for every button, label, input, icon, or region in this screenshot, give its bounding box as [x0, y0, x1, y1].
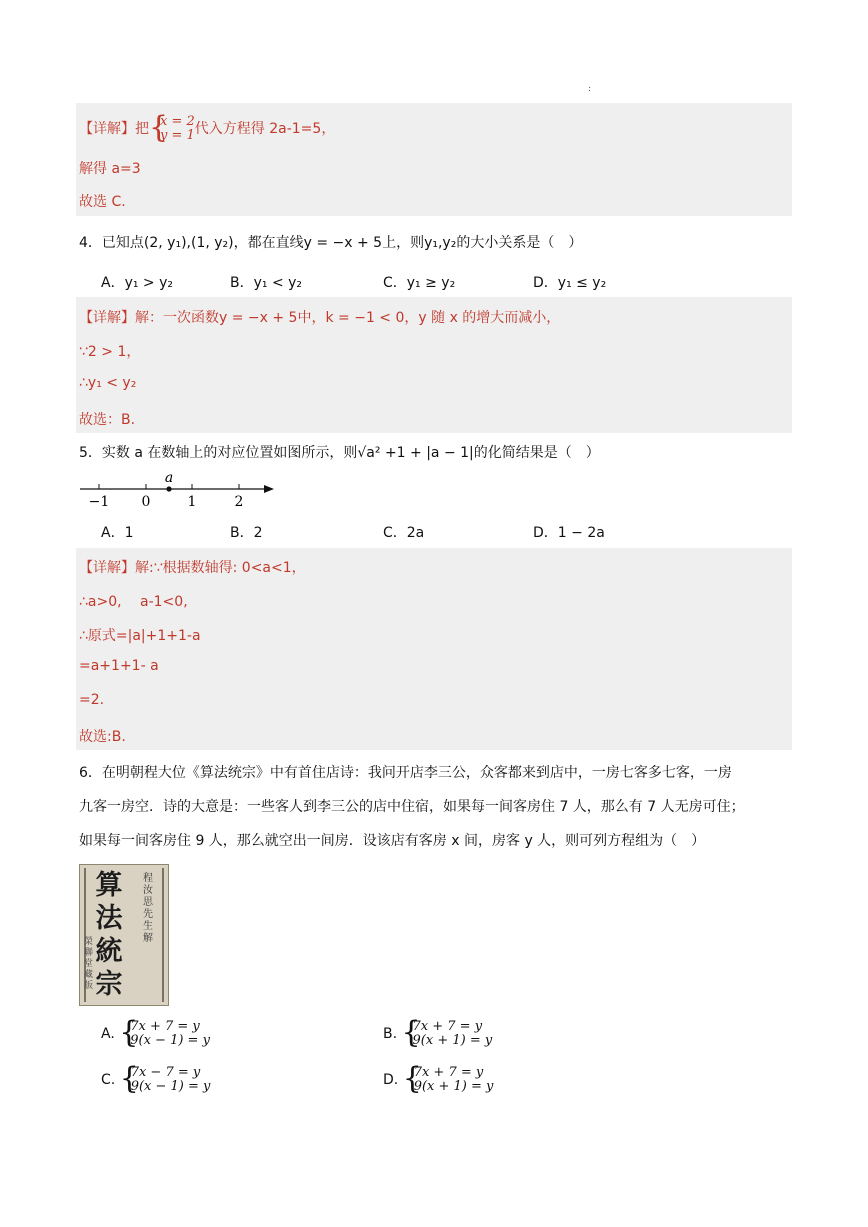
- q6-line-2: 九客一房空．诗的大意是：一些客人到李三公的店中住宿，如果每一间客房住 7 人，那么有 7 人无房可住；: [79, 799, 745, 815]
- q4-answer-line-2: ∵2 > 1，: [79, 344, 141, 360]
- q5-answer-line-1: 【详解】解:∵根据数轴得: 0<a<1，: [79, 560, 306, 576]
- book-title-char: 統: [95, 936, 123, 967]
- q5-option-a: A．1: [101, 525, 134, 541]
- top-mark: :: [588, 84, 592, 94]
- q5-answer-line-4: =a+1+1- a: [79, 658, 159, 674]
- book-publisher: 榮聯堂藏版: [84, 937, 94, 991]
- tick-label: −1: [88, 494, 110, 510]
- system-eq-1: 7x − 7 = y: [130, 1065, 201, 1080]
- q3-answer-line-1: [79, 110, 336, 145]
- book-title-char: 法: [95, 903, 123, 934]
- q4-option-d: D．y₁ ≤ y₂: [533, 275, 607, 291]
- book-title-char: 宗: [95, 969, 123, 1000]
- q5-answer-line-3: ∴原式=|a|+1+1-a: [79, 628, 201, 644]
- q5-option-d: D．1 − 2a: [533, 525, 605, 541]
- q6-option-c: [101, 1061, 211, 1096]
- q6-line-3: 如果每一间客房住 9 人，那么就空出一间房．设该店有客房 x 间，房客 y 人，则可列方程组为（ ）: [79, 833, 706, 849]
- book-title: [89, 869, 129, 1001]
- system-eq-1: 7x + 7 = y: [130, 1019, 200, 1034]
- q4-option-b: B．y₁ < y₂: [230, 275, 303, 291]
- book-cover-image: [79, 864, 169, 1006]
- number-line: [78, 468, 278, 512]
- q4-answer-line-3: ∴y₁ < y₂: [79, 375, 137, 391]
- book-author: 程汝思先生解: [143, 873, 153, 944]
- equation-system: { 7x + 7 = y 9(x − 1) = y: [119, 1015, 210, 1050]
- system-eq-1: x = 2: [160, 114, 195, 129]
- q5-answer-line-5: =2.: [79, 692, 105, 708]
- option-label: D.: [383, 1072, 399, 1088]
- equation-system: { 7x + 7 = y 9(x + 1) = y: [402, 1061, 494, 1096]
- q3-answer-text-post: 代入方程得 2a-1=5，: [194, 121, 336, 137]
- q5-answer-line-2: ∴a>0, a-1<0,: [79, 594, 188, 610]
- q5-stem: 5．实数 a 在数轴上的对应位置如图所示，则√a² +1 + |a − 1|的化简结果是（ ）: [79, 445, 600, 461]
- system-eq-2: 9(x − 1) = y: [130, 1079, 211, 1094]
- q5-option-b: B．2: [230, 525, 263, 541]
- equation-system: { 7x + 7 = y 9(x + 1) = y: [401, 1015, 493, 1050]
- tick-label: 2: [234, 494, 244, 510]
- equation-system: { x = 2 y = 1: [149, 110, 195, 145]
- q3-answer-box: [76, 103, 792, 216]
- tick-label: 0: [141, 494, 151, 510]
- q6-option-b: [383, 1015, 493, 1050]
- option-label: C.: [101, 1072, 116, 1088]
- q6-option-d: [383, 1061, 494, 1096]
- q4-option-c: C．y₁ ≥ y₂: [383, 275, 456, 291]
- q5-answer-line-6: 故选:B.: [79, 729, 126, 745]
- q3-answer-line-2: 解得 a=3: [79, 161, 141, 177]
- system-eq-2: y = 1: [160, 128, 195, 143]
- q5-option-c: C．2a: [383, 525, 425, 541]
- point-a: [166, 486, 171, 491]
- equation-system: { 7x − 7 = y 9(x − 1) = y: [119, 1061, 211, 1096]
- option-label: B.: [383, 1026, 398, 1042]
- system-eq-2: 9(x + 1) = y: [412, 1033, 493, 1048]
- system-eq-2: 9(x − 1) = y: [130, 1033, 210, 1048]
- answer-label: 【详解】: [79, 121, 135, 137]
- q4-answer-line-4: 故选：B.: [79, 412, 136, 428]
- q6-option-a: [101, 1015, 210, 1050]
- book-title-char: 算: [95, 870, 123, 901]
- q5-answer-box: [76, 548, 792, 750]
- q4-option-a: A．y₁ > y₂: [101, 275, 174, 291]
- number-line-arrow: [264, 485, 274, 493]
- option-label: A.: [101, 1026, 115, 1042]
- system-eq-1: 7x + 7 = y: [413, 1065, 484, 1080]
- point-a-label: a: [164, 470, 174, 486]
- q3-answer-text: 把: [135, 121, 149, 137]
- q4-answer-box: [76, 297, 792, 433]
- q6-line-1: 6．在明朝程大位《算法统宗》中有首住店诗：我问开店李三公，众客都来到店中，一房七客多七客，一房: [79, 765, 732, 781]
- system-eq-2: 9(x + 1) = y: [413, 1079, 494, 1094]
- system-eq-1: 7x + 7 = y: [412, 1019, 483, 1034]
- q4-answer-line-1: 【详解】解：一次函数y = −x + 5中，k = −1 < 0，y 随 x 的增大而减小，: [79, 310, 561, 326]
- q3-answer-line-3: 故选 C.: [79, 194, 126, 210]
- q4-stem: 4．已知点(2, y₁),(1, y₂)，都在直线y = −x + 5上，则y₁,y₂的大小关系是（ ）: [79, 235, 583, 251]
- tick-label: 1: [187, 494, 197, 510]
